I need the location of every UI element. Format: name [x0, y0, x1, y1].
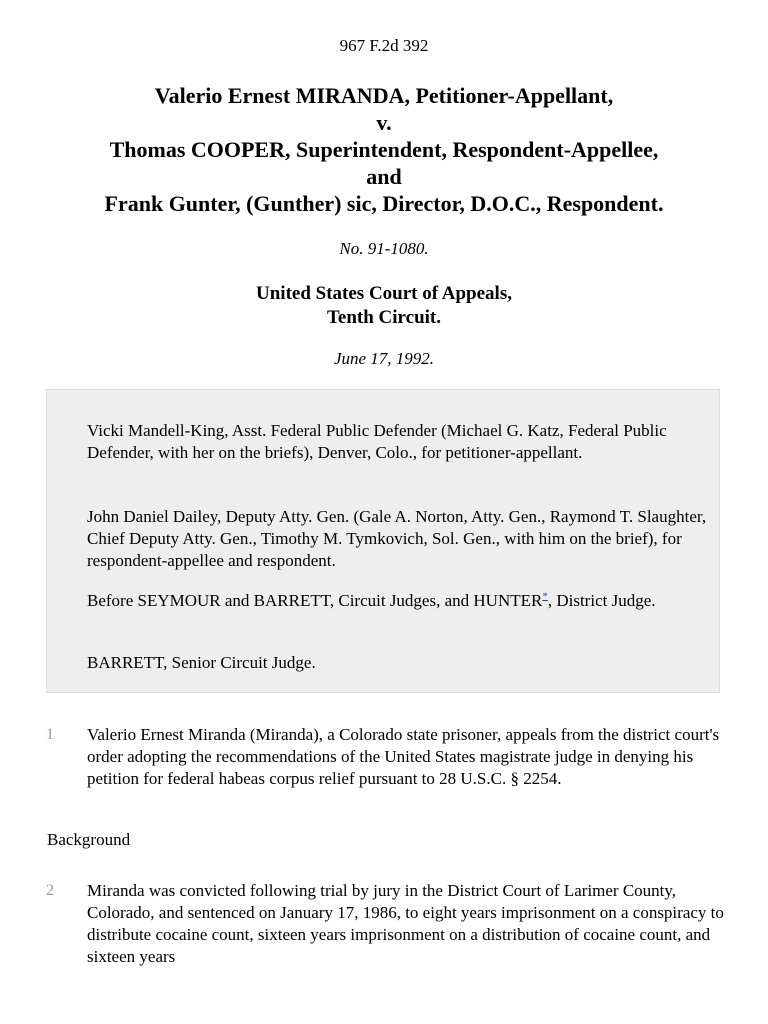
docket-number: No. 91-1080.	[339, 239, 429, 258]
paragraph-number: 1	[46, 726, 54, 743]
counsel-respondent: John Daniel Dailey, Deputy Atty. Gen. (Gale A. Norton, Atty. Gen., Raymond T. Slaughter, Chief Deputy Atty. Gen., Timothy M. Tymkovich, Sol. Gen., with him on the brief), for respondent-appellee and respondent.	[87, 507, 707, 570]
panel-judges-suffix: , District Judge.	[547, 591, 656, 610]
section-heading: Background	[47, 830, 131, 849]
opinion-author: BARRETT, Senior Circuit Judge.	[87, 653, 316, 672]
court-name-line-1: United States Court of Appeals,	[256, 283, 512, 304]
caption-versus: v.	[376, 110, 392, 135]
court-name-line-2: Tenth Circuit.	[326, 307, 442, 328]
decision-date: June 17, 1992.	[333, 349, 435, 368]
panel-judges-text: Before SEYMOUR and BARRETT, Circuit Judges, and HUNTER	[87, 591, 543, 610]
court-name	[0, 282, 768, 330]
paragraph-text: Miranda was convicted following trial by jury in the District Court of Larimer County, Colorado, and sentenced on January 17, 1986, to eight years imprisonment on a conspiracy to distribute cocaine count, sixteen years imprisonment on a distribution of cocaine count, and sixteen years	[87, 881, 724, 966]
case-caption	[0, 82, 768, 217]
counsel-section	[46, 389, 720, 693]
counsel-petitioner: Vicki Mandell-King, Asst. Federal Public Defender (Michael G. Katz, Federal Public Defender, with her on the briefs), Denver, Colo., for petitioner-appellant.	[87, 421, 667, 462]
caption-and: and	[366, 164, 402, 189]
paragraph-text: Valerio Ernest Miranda (Miranda), a Colorado state prisoner, appeals from the district court's order adopting the recommendations of the United States magistrate judge in denying his petition for federal habeas corpus relief pursuant to 28 U.S.C. § 2254.	[87, 725, 720, 788]
panel-judges	[87, 590, 707, 612]
paragraph-number: 2	[46, 882, 54, 899]
case-citation: 967 F.2d 392	[339, 36, 429, 55]
footnote-link[interactable]: *	[542, 590, 548, 603]
caption-respondent-appellee: Thomas COOPER, Superintendent, Respondent-Appellee,	[109, 137, 659, 162]
caption-petitioner: Valerio Ernest MIRANDA, Petitioner-Appellant,	[154, 83, 614, 108]
caption-respondent: Frank Gunter, (Gunther) sic, Director, D.O.C., Respondent.	[104, 191, 664, 216]
